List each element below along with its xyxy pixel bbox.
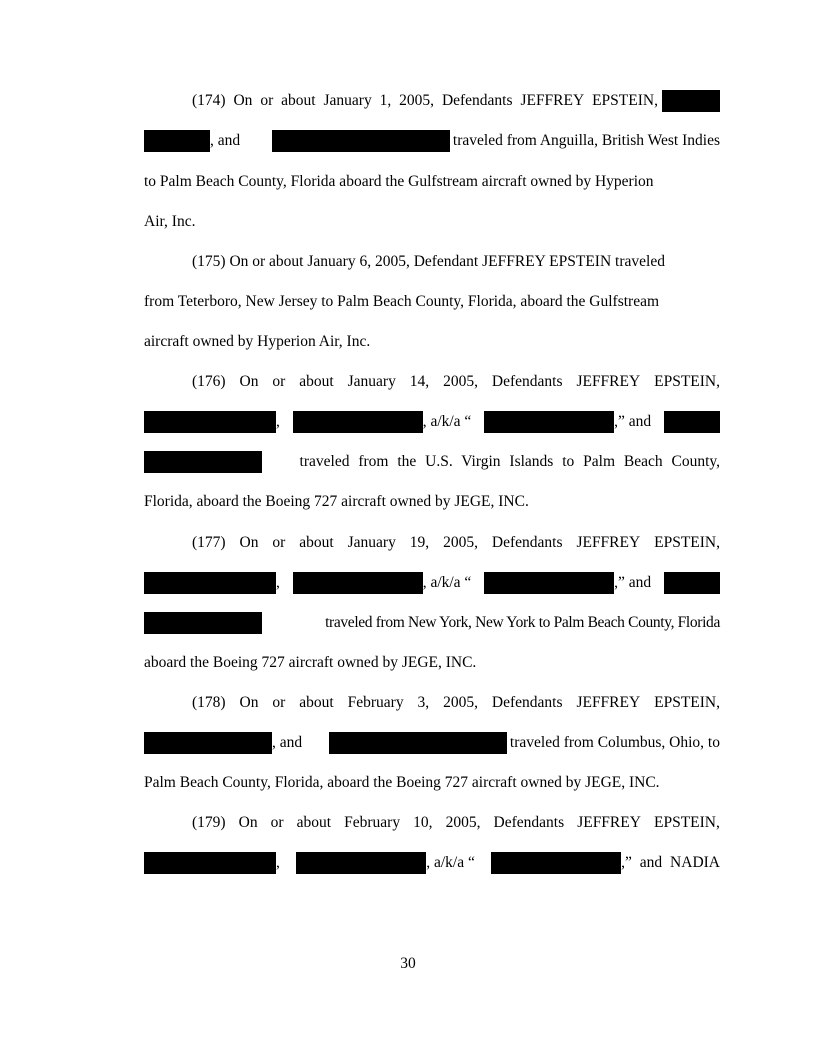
word: or	[260, 92, 274, 109]
word: On	[239, 694, 259, 711]
word: JEFFREY	[576, 694, 641, 711]
redaction-block	[296, 852, 426, 874]
paragraph-175-line-2	[144, 291, 720, 313]
redaction-block	[293, 572, 423, 594]
word: JEFFREY	[576, 534, 641, 551]
redaction-block	[144, 130, 210, 152]
word: 19,	[409, 534, 430, 551]
word: JEFFREY	[520, 92, 585, 109]
paragraph-178-line-3	[144, 772, 720, 794]
word: JEFFREY	[577, 814, 641, 831]
redaction-block	[144, 852, 276, 874]
word: 2005,	[443, 694, 478, 711]
word: about	[296, 814, 332, 831]
word: or	[270, 814, 284, 831]
word: EPSTEIN,	[654, 373, 720, 390]
paragraph-174-line-1	[192, 90, 720, 112]
word: On	[239, 373, 259, 390]
word: On	[233, 92, 253, 109]
word: or	[272, 373, 286, 390]
word: (179)	[192, 814, 226, 831]
paragraph-178-line-1	[192, 692, 720, 714]
word: Defendants	[493, 814, 565, 831]
text-run: , a/k/a “	[426, 854, 475, 871]
word: about	[299, 694, 334, 711]
paragraph-177-line-1	[192, 532, 720, 554]
redaction-block	[144, 411, 276, 433]
word: January	[347, 534, 396, 551]
word: Defendants	[491, 373, 563, 390]
paragraph-176-line-3	[144, 451, 720, 473]
word: EPSTEIN,	[592, 92, 658, 109]
paragraph-176-line-2	[144, 411, 720, 433]
word: 2005,	[443, 534, 478, 551]
text-run: ,” and	[614, 574, 652, 591]
word: JEFFREY	[576, 373, 641, 390]
word: On	[239, 534, 259, 551]
redaction-block	[662, 90, 720, 112]
word: February	[347, 694, 404, 711]
paragraph-177-line-3	[144, 612, 720, 634]
paragraph-176-line-1	[192, 371, 720, 393]
word: Defendants	[491, 534, 563, 551]
word: January	[347, 373, 396, 390]
paragraph-177-line-4	[144, 652, 720, 674]
word: (178)	[192, 694, 226, 711]
word: EPSTEIN,	[654, 694, 720, 711]
word: Defendants	[441, 92, 513, 109]
word: 3,	[417, 694, 430, 711]
paragraph-175-line-3	[144, 331, 720, 353]
text-run: , a/k/a “	[422, 413, 472, 430]
word: (174)	[192, 92, 226, 109]
word: Defendants	[491, 694, 563, 711]
paragraph-178-line-2	[144, 732, 720, 754]
word: 2005,	[443, 373, 478, 390]
redaction-block	[144, 572, 276, 594]
paragraph-174-line-2	[144, 130, 720, 152]
text-run: ,	[276, 854, 280, 871]
redaction-block	[293, 411, 423, 433]
word: February	[344, 814, 401, 831]
word: EPSTEIN,	[654, 534, 720, 551]
text-run: Air, Inc.	[144, 213, 196, 230]
redaction-block	[144, 612, 262, 634]
redaction-block	[664, 572, 720, 594]
paragraph-174-line-3	[144, 171, 720, 193]
paragraph-179-line-2	[144, 852, 720, 874]
text-run: aircraft owned by Hyperion Air, Inc.	[144, 333, 371, 350]
word: about	[299, 534, 334, 551]
word: 14,	[409, 373, 430, 390]
text-run: ,” and NADIA	[621, 854, 720, 871]
word: or	[272, 534, 286, 551]
word: 1,	[379, 92, 392, 109]
page-number: 30	[400, 955, 416, 972]
text-run: ,	[276, 574, 280, 591]
text-run: , and	[210, 132, 241, 149]
paragraph-175-line-1	[192, 251, 720, 273]
word: 2005,	[445, 814, 481, 831]
redaction-block	[144, 451, 262, 473]
word: January	[323, 92, 372, 109]
word: (177)	[192, 534, 226, 551]
word: On	[238, 814, 258, 831]
redaction-block	[491, 852, 621, 874]
text-run: traveled from New York, New York to Palm Beach County, Florida	[325, 614, 720, 631]
redaction-block	[484, 411, 614, 433]
text-run: traveled from the U.S. Virgin Islands to Palm Beach County,	[299, 453, 720, 470]
redaction-block	[144, 732, 272, 754]
redaction-block	[329, 732, 507, 754]
redaction-block	[272, 130, 450, 152]
text-run: , a/k/a “	[422, 574, 472, 591]
paragraph-177-line-2	[144, 572, 720, 594]
word: EPSTEIN,	[654, 814, 720, 831]
text-run: Palm Beach County, Florida, aboard the Boeing 727 aircraft owned by JEGE, INC.	[144, 774, 660, 791]
text-run: from Teterboro, New Jersey to Palm Beach County, Florida, aboard the Gulfstream	[144, 293, 660, 310]
word: 10,	[413, 814, 433, 831]
word: about	[281, 92, 316, 109]
word: (176)	[192, 373, 226, 390]
text-run: (175) On or about January 6, 2005, Defendant JEFFREY EPSTEIN traveled	[192, 253, 665, 270]
redaction-block	[484, 572, 614, 594]
word: 2005,	[399, 92, 435, 109]
text-run: traveled from Anguilla, British West Indies	[452, 132, 720, 149]
paragraph-174-line-4	[144, 211, 720, 233]
text-run: ,	[276, 413, 280, 430]
word: or	[272, 694, 286, 711]
paragraph-179-line-1	[192, 812, 720, 834]
redaction-block	[664, 411, 720, 433]
text-run: to Palm Beach County, Florida aboard the Gulfstream aircraft owned by Hyperion	[144, 173, 654, 190]
text-run: traveled from Columbus, Ohio, to	[509, 734, 720, 751]
word: about	[299, 373, 334, 390]
text-run: , and	[272, 734, 303, 751]
text-run: Florida, aboard the Boeing 727 aircraft owned by JEGE, INC.	[144, 493, 529, 510]
text-run: ,” and	[614, 413, 652, 430]
paragraph-176-line-4	[144, 491, 720, 513]
text-run: aboard the Boeing 727 aircraft owned by JEGE, INC.	[144, 654, 477, 671]
